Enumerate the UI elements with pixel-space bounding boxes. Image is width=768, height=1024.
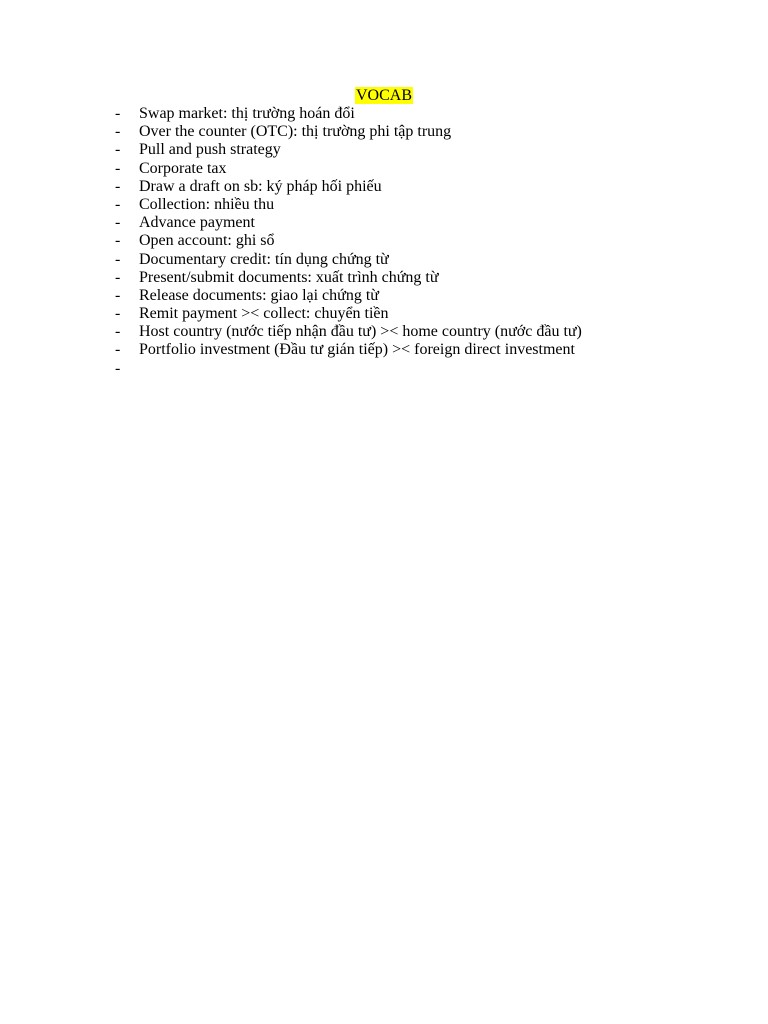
list-item-text: Portfolio investment (Đầu tư gián tiếp) >< foreign direct investment — [139, 341, 575, 359]
bullet-dash: - — [115, 105, 121, 122]
bullet-dash: - — [115, 141, 121, 159]
bullet-dash: - — [115, 323, 121, 341]
list-item-text: Over the counter (OTC): thị trường phi tập trung — [139, 123, 452, 141]
bullet-dash: - — [115, 123, 121, 141]
page-title: VOCAB — [355, 87, 412, 104]
bullet-dash: - — [115, 177, 121, 195]
bullet-dash: - — [115, 305, 121, 323]
list-item-text: Host country (nước tiếp nhận đầu tư) >< home country (nước đầu tư) — [139, 323, 582, 341]
title-line — [0, 86, 768, 106]
list-item-text: Remit payment >< collect: chuyển tiền — [139, 305, 389, 323]
list-item-text: Corporate tax — [139, 159, 227, 177]
list-item-text: Draw a draft on sb: ký pháp hối phiếu — [139, 177, 382, 195]
bullet-dash: - — [115, 214, 121, 232]
list-item-text: Collection: nhiều thu — [139, 195, 275, 213]
list-item-text: Swap market: thị trường hoán đổi — [139, 105, 355, 122]
bullet-dash: - — [115, 268, 121, 286]
bullet-dash: - — [115, 341, 121, 359]
bullet-dash: - — [115, 359, 121, 377]
list-item-text: Documentary credit: tín dụng chứng từ — [139, 250, 389, 268]
bullet-dash: - — [115, 159, 121, 177]
bullet-dash: - — [115, 286, 121, 304]
list-item-text: Present/submit documents: xuất trình chứng từ — [139, 268, 439, 286]
list-item-text: Open account: ghi sổ — [139, 232, 275, 250]
bullet-dash: - — [115, 232, 121, 250]
list-item-text: Pull and push strategy — [139, 141, 281, 159]
list-item-text: Release documents: giao lại chứng từ — [139, 286, 379, 304]
list-item-text: Advance payment — [139, 214, 255, 232]
bullet-dash: - — [115, 195, 121, 213]
bullet-dash: - — [115, 250, 121, 268]
